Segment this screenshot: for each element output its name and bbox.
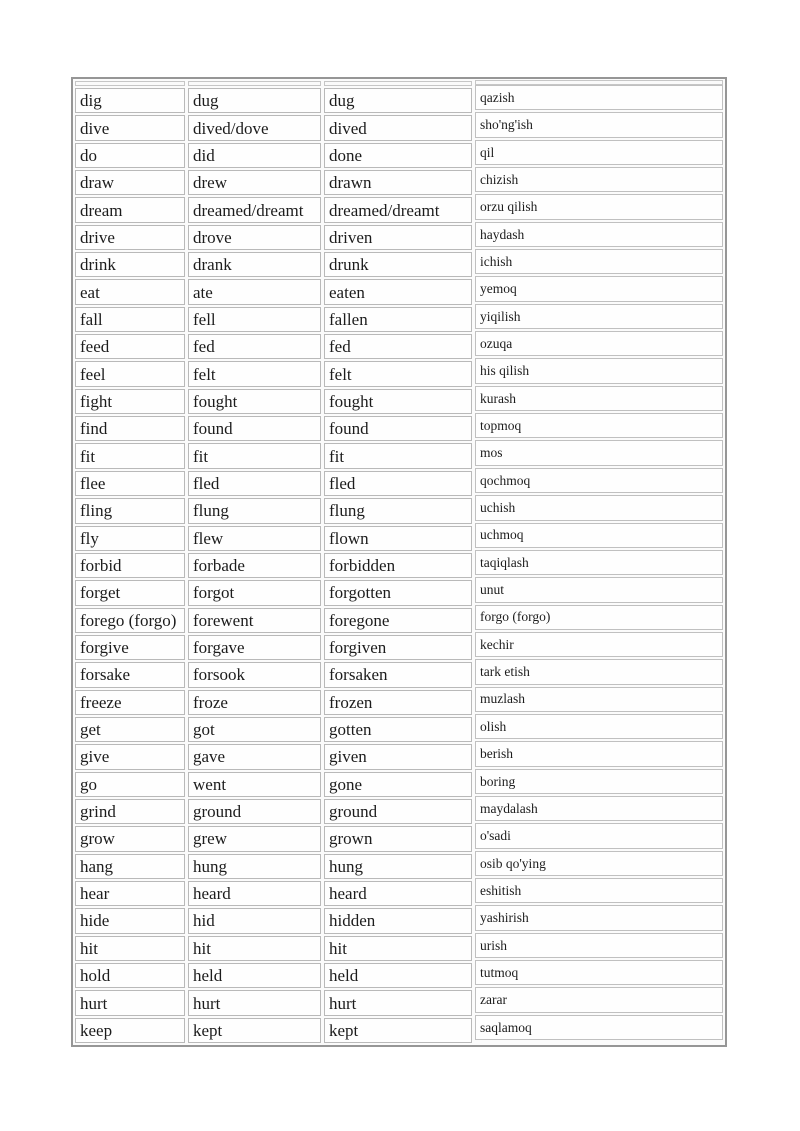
cell-past-simple: drove: [188, 225, 321, 250]
verb-table-grid: [75, 81, 723, 1043]
cell-past-participle: hidden: [324, 908, 472, 933]
cell-base-form: hear: [75, 881, 185, 906]
cell-past-simple: flung: [188, 498, 321, 523]
cell-past-simple: hid: [188, 908, 321, 933]
cell-uzbek-translation: berish: [475, 741, 723, 766]
cell-past-participle: fit: [324, 443, 472, 468]
cell-base-form: do: [75, 143, 185, 168]
cell-uzbek-translation: olish: [475, 714, 723, 739]
cell-base-form: forgive: [75, 635, 185, 660]
clipped-row-cell: [324, 81, 472, 86]
cell-base-form: flee: [75, 471, 185, 496]
cell-past-participle: held: [324, 963, 472, 988]
cell-base-form: dream: [75, 197, 185, 222]
cell-past-participle: hit: [324, 936, 472, 961]
cell-base-form: forego (forgo): [75, 608, 185, 633]
cell-past-participle: grown: [324, 826, 472, 851]
cell-uzbek-translation: ozuqa: [475, 331, 723, 356]
cell-past-participle: hurt: [324, 990, 472, 1015]
cell-base-form: hold: [75, 963, 185, 988]
cell-past-simple: hurt: [188, 990, 321, 1015]
cell-past-participle: kept: [324, 1018, 472, 1043]
cell-uzbek-translation: yiqilish: [475, 304, 723, 329]
cell-past-participle: fallen: [324, 307, 472, 332]
cell-uzbek-translation: forgo (forgo): [475, 605, 723, 630]
cell-base-form: feed: [75, 334, 185, 359]
cell-past-simple: dreamed/dreamt: [188, 197, 321, 222]
cell-base-form: find: [75, 416, 185, 441]
cell-past-simple: held: [188, 963, 321, 988]
cell-uzbek-translation: topmoq: [475, 413, 723, 438]
cell-uzbek-translation: haydash: [475, 222, 723, 247]
cell-past-simple: did: [188, 143, 321, 168]
cell-base-form: drink: [75, 252, 185, 277]
cell-base-form: fight: [75, 389, 185, 414]
irregular-verbs-table: [71, 77, 727, 1047]
cell-uzbek-translation: o'sadi: [475, 823, 723, 848]
cell-uzbek-translation: zarar: [475, 987, 723, 1012]
cell-base-form: dig: [75, 88, 185, 113]
cell-uzbek-translation: maydalash: [475, 796, 723, 821]
cell-base-form: hit: [75, 936, 185, 961]
cell-past-participle: dreamed/dreamt: [324, 197, 472, 222]
cell-base-form: give: [75, 744, 185, 769]
cell-uzbek-translation: his qilish: [475, 358, 723, 383]
cell-past-simple: forewent: [188, 608, 321, 633]
cell-past-simple: flew: [188, 526, 321, 551]
cell-uzbek-translation: yemoq: [475, 276, 723, 301]
cell-past-simple: found: [188, 416, 321, 441]
cell-base-form: forget: [75, 580, 185, 605]
cell-base-form: grow: [75, 826, 185, 851]
cell-past-participle: felt: [324, 361, 472, 386]
cell-base-form: fly: [75, 526, 185, 551]
cell-past-simple: ate: [188, 279, 321, 304]
cell-past-participle: drawn: [324, 170, 472, 195]
cell-past-participle: driven: [324, 225, 472, 250]
cell-past-simple: drew: [188, 170, 321, 195]
cell-past-participle: forbidden: [324, 553, 472, 578]
cell-past-simple: felt: [188, 361, 321, 386]
cell-base-form: grind: [75, 799, 185, 824]
cell-uzbek-translation: tutmoq: [475, 960, 723, 985]
cell-past-simple: froze: [188, 690, 321, 715]
cell-base-form: fall: [75, 307, 185, 332]
cell-past-simple: ground: [188, 799, 321, 824]
cell-base-form: freeze: [75, 690, 185, 715]
cell-past-simple: kept: [188, 1018, 321, 1043]
cell-base-form: get: [75, 717, 185, 742]
cell-past-simple: fled: [188, 471, 321, 496]
cell-past-participle: fled: [324, 471, 472, 496]
cell-past-participle: forgiven: [324, 635, 472, 660]
cell-base-form: keep: [75, 1018, 185, 1043]
cell-uzbek-translation: osib qo'ying: [475, 851, 723, 876]
cell-past-simple: grew: [188, 826, 321, 851]
cell-past-participle: forgotten: [324, 580, 472, 605]
cell-past-simple: dug: [188, 88, 321, 113]
cell-base-form: forbid: [75, 553, 185, 578]
cell-past-participle: given: [324, 744, 472, 769]
cell-uzbek-translation: ichish: [475, 249, 723, 274]
cell-past-participle: found: [324, 416, 472, 441]
cell-base-form: hide: [75, 908, 185, 933]
cell-base-form: hurt: [75, 990, 185, 1015]
cell-past-participle: foregone: [324, 608, 472, 633]
cell-base-form: forsake: [75, 662, 185, 687]
cell-base-form: hang: [75, 854, 185, 879]
cell-past-participle: done: [324, 143, 472, 168]
cell-past-participle: forsaken: [324, 662, 472, 687]
cell-past-simple: forsook: [188, 662, 321, 687]
cell-uzbek-translation: taqiqlash: [475, 550, 723, 575]
cell-base-form: eat: [75, 279, 185, 304]
cell-uzbek-translation: qil: [475, 140, 723, 165]
cell-uzbek-translation: boring: [475, 769, 723, 794]
cell-uzbek-translation: qazish: [475, 85, 723, 110]
cell-past-participle: flung: [324, 498, 472, 523]
cell-uzbek-translation: unut: [475, 577, 723, 602]
cell-past-participle: frozen: [324, 690, 472, 715]
cell-uzbek-translation: qochmoq: [475, 468, 723, 493]
cell-past-participle: fought: [324, 389, 472, 414]
cell-uzbek-translation: mos: [475, 440, 723, 465]
cell-uzbek-translation: kurash: [475, 386, 723, 411]
cell-past-participle: drunk: [324, 252, 472, 277]
cell-uzbek-translation: yashirish: [475, 905, 723, 930]
cell-base-form: draw: [75, 170, 185, 195]
cell-uzbek-translation: eshitish: [475, 878, 723, 903]
cell-past-simple: forbade: [188, 553, 321, 578]
cell-past-participle: gone: [324, 772, 472, 797]
clipped-row-cell: [75, 81, 185, 86]
cell-uzbek-translation: uchmoq: [475, 523, 723, 548]
cell-uzbek-translation: tark etish: [475, 659, 723, 684]
cell-uzbek-translation: muzlash: [475, 687, 723, 712]
cell-past-participle: dived: [324, 115, 472, 140]
cell-past-simple: hung: [188, 854, 321, 879]
cell-uzbek-translation: chizish: [475, 167, 723, 192]
cell-past-simple: forgave: [188, 635, 321, 660]
cell-uzbek-translation: sho'ng'ish: [475, 112, 723, 137]
cell-past-participle: flown: [324, 526, 472, 551]
cell-past-simple: fit: [188, 443, 321, 468]
cell-past-simple: gave: [188, 744, 321, 769]
cell-past-simple: dived/dove: [188, 115, 321, 140]
cell-past-participle: heard: [324, 881, 472, 906]
cell-base-form: dive: [75, 115, 185, 140]
cell-past-participle: fed: [324, 334, 472, 359]
cell-past-participle: dug: [324, 88, 472, 113]
cell-past-participle: eaten: [324, 279, 472, 304]
cell-base-form: go: [75, 772, 185, 797]
cell-uzbek-translation: saqlamoq: [475, 1015, 723, 1040]
cell-past-simple: drank: [188, 252, 321, 277]
cell-past-participle: gotten: [324, 717, 472, 742]
cell-uzbek-translation: orzu qilish: [475, 194, 723, 219]
cell-uzbek-translation: kechir: [475, 632, 723, 657]
cell-past-participle: ground: [324, 799, 472, 824]
cell-past-simple: fell: [188, 307, 321, 332]
cell-past-simple: got: [188, 717, 321, 742]
cell-base-form: feel: [75, 361, 185, 386]
cell-base-form: fit: [75, 443, 185, 468]
cell-past-simple: fought: [188, 389, 321, 414]
clipped-row-cell: [188, 81, 321, 86]
cell-base-form: fling: [75, 498, 185, 523]
cell-past-participle: hung: [324, 854, 472, 879]
cell-past-simple: heard: [188, 881, 321, 906]
cell-past-simple: went: [188, 772, 321, 797]
cell-past-simple: hit: [188, 936, 321, 961]
cell-uzbek-translation: urish: [475, 933, 723, 958]
cell-past-simple: forgot: [188, 580, 321, 605]
cell-past-simple: fed: [188, 334, 321, 359]
cell-uzbek-translation: uchish: [475, 495, 723, 520]
cell-base-form: drive: [75, 225, 185, 250]
